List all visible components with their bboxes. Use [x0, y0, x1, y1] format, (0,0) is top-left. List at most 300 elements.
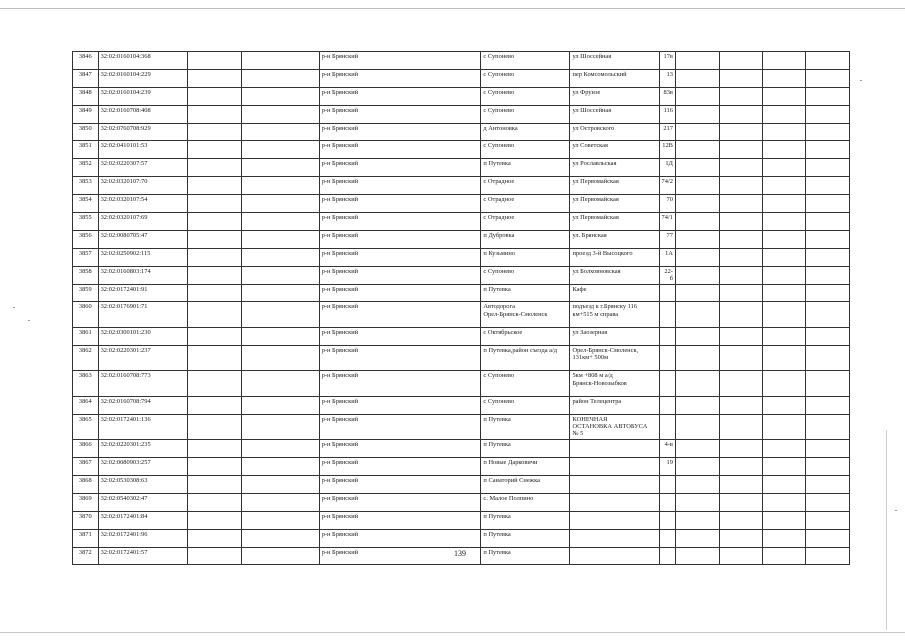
empty-cell	[719, 396, 762, 414]
empty-cell	[762, 476, 805, 494]
table-row	[73, 230, 850, 248]
empty-cell	[187, 105, 241, 123]
empty-cell	[241, 141, 319, 159]
empty-cell	[241, 266, 319, 284]
cadastral-number-cell: 32:02:0220301:237	[98, 345, 187, 371]
empty-cell	[187, 195, 241, 213]
empty-cell	[241, 493, 319, 511]
empty-cell	[719, 345, 762, 371]
empty-cell	[187, 266, 241, 284]
empty-cell	[805, 159, 849, 177]
house-cell	[659, 511, 675, 529]
district-cell: р-н Брянский	[319, 493, 481, 511]
empty-cell	[719, 371, 762, 397]
empty-cell	[675, 511, 719, 529]
empty-cell	[241, 396, 319, 414]
empty-cell	[805, 396, 849, 414]
row-number-cell: 3856	[73, 230, 99, 248]
empty-cell	[675, 345, 719, 371]
row-number-cell: 3863	[73, 371, 99, 397]
locality-cell: п Путевка,район съезда а/д	[481, 345, 570, 371]
empty-cell	[675, 458, 719, 476]
empty-cell	[675, 414, 719, 440]
table-row	[73, 123, 850, 141]
empty-cell	[675, 266, 719, 284]
locality-cell: п Путевка	[481, 159, 570, 177]
empty-cell	[675, 195, 719, 213]
empty-cell	[675, 284, 719, 302]
empty-cell	[719, 284, 762, 302]
district-cell: р-н Брянский	[319, 141, 481, 159]
empty-cell	[762, 105, 805, 123]
cadastral-number-cell: 32:02:0530308:63	[98, 476, 187, 494]
empty-cell	[187, 159, 241, 177]
house-cell: 13	[659, 69, 675, 87]
row-number-cell: 3849	[73, 105, 99, 123]
empty-cell	[675, 493, 719, 511]
locality-cell: с Супонево	[481, 371, 570, 397]
district-cell: р-н Брянский	[319, 266, 481, 284]
empty-cell	[241, 248, 319, 266]
empty-cell	[805, 105, 849, 123]
table-row	[73, 177, 850, 195]
empty-cell	[675, 123, 719, 141]
district-cell: р-н Брянский	[319, 230, 481, 248]
empty-cell	[187, 87, 241, 105]
district-cell: р-н Брянский	[319, 529, 481, 547]
street-cell	[570, 493, 659, 511]
locality-cell: с Отрадное	[481, 195, 570, 213]
table-row	[73, 476, 850, 494]
empty-cell	[805, 69, 849, 87]
cadastral-number-cell: 32:02:0300101:230	[98, 327, 187, 345]
street-cell: 5км +808 м а/д Брянск-Новозыбков	[570, 371, 659, 397]
empty-cell	[675, 159, 719, 177]
house-cell: 1А	[659, 248, 675, 266]
row-number-cell: 3846	[73, 52, 99, 70]
district-cell: р-н Брянский	[319, 440, 481, 458]
empty-cell	[241, 195, 319, 213]
empty-cell	[241, 69, 319, 87]
house-cell	[659, 476, 675, 494]
row-number-cell: 3857	[73, 248, 99, 266]
cadastral-number-cell: 32:02:0220307:57	[98, 159, 187, 177]
empty-cell	[762, 284, 805, 302]
street-cell	[570, 529, 659, 547]
locality-cell: п Новые Дарковичи	[481, 458, 570, 476]
empty-cell	[675, 141, 719, 159]
locality-cell: п Санаторий Снежка	[481, 476, 570, 494]
cadastral-number-cell: 32:02:0320107:69	[98, 213, 187, 231]
empty-cell	[241, 371, 319, 397]
empty-cell	[719, 69, 762, 87]
row-number-cell: 3847	[73, 69, 99, 87]
empty-cell	[241, 105, 319, 123]
empty-cell	[187, 440, 241, 458]
empty-cell	[762, 213, 805, 231]
empty-cell	[719, 458, 762, 476]
cadastral-number-cell: 32:02:0172401:57	[98, 547, 187, 565]
district-cell: р-н Брянский	[319, 345, 481, 371]
empty-cell	[187, 284, 241, 302]
district-cell: р-н Брянский	[319, 177, 481, 195]
cadastral-number-cell: 32:02:0172401:136	[98, 414, 187, 440]
locality-cell: п Путевка	[481, 547, 570, 565]
house-cell: 1Д	[659, 159, 675, 177]
row-number-cell: 3865	[73, 414, 99, 440]
empty-cell	[805, 529, 849, 547]
empty-cell	[719, 159, 762, 177]
row-number-cell: 3864	[73, 396, 99, 414]
empty-cell	[187, 396, 241, 414]
empty-cell	[805, 345, 849, 371]
street-cell: ул Советская	[570, 141, 659, 159]
street-cell	[570, 547, 659, 565]
empty-cell	[675, 396, 719, 414]
scan-speck	[860, 80, 862, 81]
street-cell	[570, 458, 659, 476]
empty-cell	[805, 248, 849, 266]
locality-cell: с Супонево	[481, 141, 570, 159]
table-row	[73, 195, 850, 213]
empty-cell	[675, 440, 719, 458]
cadastral-number-cell: 32:02:0080903:257	[98, 458, 187, 476]
cadastral-number-cell: 32:02:0320107:70	[98, 177, 187, 195]
house-cell: 4-в	[659, 440, 675, 458]
table-row	[73, 493, 850, 511]
empty-cell	[805, 52, 849, 70]
empty-cell	[719, 141, 762, 159]
row-number-cell: 3861	[73, 327, 99, 345]
empty-cell	[241, 511, 319, 529]
empty-cell	[719, 529, 762, 547]
empty-cell	[805, 141, 849, 159]
cadastral-number-cell: 32:02:0160104:239	[98, 87, 187, 105]
locality-cell: п Путевка	[481, 529, 570, 547]
table-row	[73, 87, 850, 105]
house-cell	[659, 284, 675, 302]
cadastral-number-cell: 32:02:0540302:47	[98, 493, 187, 511]
empty-cell	[187, 414, 241, 440]
empty-cell	[719, 230, 762, 248]
empty-cell	[805, 493, 849, 511]
district-cell: р-н Брянский	[319, 302, 481, 328]
empty-cell	[805, 440, 849, 458]
house-cell: 17в	[659, 52, 675, 70]
empty-cell	[187, 327, 241, 345]
empty-cell	[675, 213, 719, 231]
district-cell: р-н Брянский	[319, 105, 481, 123]
table-row	[73, 69, 850, 87]
cadastral-number-cell: 32:02:0250902:115	[98, 248, 187, 266]
street-cell: ул. Брянская	[570, 230, 659, 248]
empty-cell	[719, 213, 762, 231]
table-row	[73, 302, 850, 328]
locality-cell: с Отрадное	[481, 177, 570, 195]
house-cell: 83в	[659, 87, 675, 105]
district-cell: р-н Брянский	[319, 371, 481, 397]
street-cell	[570, 511, 659, 529]
table-row	[73, 141, 850, 159]
scan-edge-top	[0, 8, 905, 9]
empty-cell	[719, 52, 762, 70]
empty-cell	[187, 529, 241, 547]
cadastral-number-cell: 32:02:0220301:235	[98, 440, 187, 458]
cadastral-number-cell: 32:02:0160708:408	[98, 105, 187, 123]
empty-cell	[241, 547, 319, 565]
house-cell	[659, 493, 675, 511]
empty-cell	[675, 529, 719, 547]
empty-cell	[719, 414, 762, 440]
empty-cell	[187, 123, 241, 141]
empty-cell	[805, 87, 849, 105]
empty-cell	[762, 529, 805, 547]
empty-cell	[762, 248, 805, 266]
empty-cell	[241, 230, 319, 248]
district-cell: р-н Брянский	[319, 159, 481, 177]
empty-cell	[187, 141, 241, 159]
district-cell: р-н Брянский	[319, 195, 481, 213]
empty-cell	[187, 248, 241, 266]
locality-cell: д Антоновка	[481, 123, 570, 141]
locality-cell: Автодорога Орел-Брянск-Смоленск	[481, 302, 570, 328]
locality-cell: с Супонево	[481, 69, 570, 87]
empty-cell	[719, 105, 762, 123]
empty-cell	[805, 547, 849, 565]
row-number-cell: 3868	[73, 476, 99, 494]
empty-cell	[241, 476, 319, 494]
house-cell	[659, 396, 675, 414]
street-cell	[570, 476, 659, 494]
empty-cell	[187, 345, 241, 371]
empty-cell	[805, 213, 849, 231]
row-number-cell: 3866	[73, 440, 99, 458]
empty-cell	[675, 547, 719, 565]
street-cell: Орел-Брянск-Смоленск, 131км+ 500м	[570, 345, 659, 371]
empty-cell	[805, 327, 849, 345]
street-cell: ул Первомайская	[570, 177, 659, 195]
empty-cell	[762, 266, 805, 284]
house-cell: 74/2	[659, 177, 675, 195]
locality-cell: с Отрадное	[481, 213, 570, 231]
street-cell: Кафе	[570, 284, 659, 302]
empty-cell	[762, 230, 805, 248]
district-cell: р-н Брянский	[319, 284, 481, 302]
cadastral-number-cell: 32:02:0760708:929	[98, 123, 187, 141]
empty-cell	[762, 493, 805, 511]
empty-cell	[187, 230, 241, 248]
row-number-cell: 3860	[73, 302, 99, 328]
empty-cell	[675, 105, 719, 123]
table-row	[73, 284, 850, 302]
locality-cell: с Супонево	[481, 266, 570, 284]
district-cell: р-н Брянский	[319, 414, 481, 440]
house-cell: 77	[659, 230, 675, 248]
cadastral-number-cell: 32:02:0160708:794	[98, 396, 187, 414]
empty-cell	[762, 396, 805, 414]
empty-cell	[187, 476, 241, 494]
locality-cell: п Путевка	[481, 284, 570, 302]
table-row	[73, 248, 850, 266]
locality-cell: п Путевка	[481, 440, 570, 458]
locality-cell: п Кузьмино	[481, 248, 570, 266]
house-cell	[659, 371, 675, 397]
empty-cell	[719, 547, 762, 565]
empty-cell	[805, 123, 849, 141]
house-cell	[659, 547, 675, 565]
empty-cell	[762, 414, 805, 440]
house-cell	[659, 327, 675, 345]
row-number-cell: 3848	[73, 87, 99, 105]
locality-cell: с. Малое Полпино	[481, 493, 570, 511]
empty-cell	[241, 345, 319, 371]
empty-cell	[805, 284, 849, 302]
street-cell: ул Первомайская	[570, 195, 659, 213]
scan-edge-bottom	[0, 632, 905, 633]
empty-cell	[719, 493, 762, 511]
cadastral-number-cell: 32:02:0172401:84	[98, 511, 187, 529]
empty-cell	[805, 266, 849, 284]
empty-cell	[187, 177, 241, 195]
street-cell: подъезд к г.Брянску 116 км+515 м справа	[570, 302, 659, 328]
row-number-cell: 3869	[73, 493, 99, 511]
empty-cell	[187, 69, 241, 87]
district-cell: р-н Брянский	[319, 476, 481, 494]
cadastral-number-cell: 32:02:0160803:174	[98, 266, 187, 284]
empty-cell	[241, 458, 319, 476]
table-row	[73, 266, 850, 284]
house-cell	[659, 302, 675, 328]
row-number-cell: 3871	[73, 529, 99, 547]
street-cell: ул Островского	[570, 123, 659, 141]
empty-cell	[762, 458, 805, 476]
empty-cell	[805, 511, 849, 529]
locality-cell: п Путевка	[481, 511, 570, 529]
empty-cell	[762, 195, 805, 213]
empty-cell	[241, 284, 319, 302]
table-row	[73, 529, 850, 547]
row-number-cell: 3855	[73, 213, 99, 231]
empty-cell	[719, 476, 762, 494]
empty-cell	[719, 511, 762, 529]
table-row	[73, 327, 850, 345]
locality-cell: п Дубровка	[481, 230, 570, 248]
empty-cell	[675, 302, 719, 328]
empty-cell	[719, 302, 762, 328]
table-row	[73, 396, 850, 414]
table-row	[73, 159, 850, 177]
empty-cell	[675, 177, 719, 195]
empty-cell	[187, 511, 241, 529]
row-number-cell: 3854	[73, 195, 99, 213]
empty-cell	[241, 302, 319, 328]
empty-cell	[805, 302, 849, 328]
table-row	[73, 440, 850, 458]
empty-cell	[805, 476, 849, 494]
house-cell: 22-б	[659, 266, 675, 284]
empty-cell	[187, 547, 241, 565]
scan-speck	[28, 320, 30, 321]
empty-cell	[675, 52, 719, 70]
locality-cell: с Супонево	[481, 396, 570, 414]
empty-cell	[675, 87, 719, 105]
row-number-cell: 3851	[73, 141, 99, 159]
district-cell: р-н Брянский	[319, 547, 481, 565]
house-cell	[659, 529, 675, 547]
empty-cell	[719, 266, 762, 284]
empty-cell	[762, 123, 805, 141]
house-cell: 217	[659, 123, 675, 141]
empty-cell	[762, 69, 805, 87]
district-cell: р-н Брянский	[319, 327, 481, 345]
empty-cell	[762, 159, 805, 177]
table-row	[73, 414, 850, 440]
empty-cell	[241, 440, 319, 458]
row-number-cell: 3850	[73, 123, 99, 141]
empty-cell	[805, 177, 849, 195]
cadastral-number-cell: 32:02:0080705:47	[98, 230, 187, 248]
table-row	[73, 458, 850, 476]
district-cell: р-н Брянский	[319, 396, 481, 414]
empty-cell	[241, 159, 319, 177]
street-cell: ул Первомайская	[570, 213, 659, 231]
empty-cell	[675, 327, 719, 345]
empty-cell	[675, 476, 719, 494]
scan-edge-right	[886, 430, 887, 630]
empty-cell	[719, 177, 762, 195]
row-number-cell: 3872	[73, 547, 99, 565]
locality-cell: с Супонево	[481, 52, 570, 70]
row-number-cell: 3859	[73, 284, 99, 302]
cadastral-number-cell: 32:02:0176901:71	[98, 302, 187, 328]
table-row	[73, 511, 850, 529]
cadastral-number-cell: 32:02:0160104:368	[98, 52, 187, 70]
registry-table	[72, 51, 850, 565]
empty-cell	[719, 195, 762, 213]
empty-cell	[805, 458, 849, 476]
table-row	[73, 345, 850, 371]
district-cell: р-н Брянский	[319, 87, 481, 105]
cadastral-number-cell: 32:02:0160104:229	[98, 69, 187, 87]
empty-cell	[762, 141, 805, 159]
street-cell: ул Шоссейная	[570, 105, 659, 123]
cadastral-number-cell: 32:02:0172401:91	[98, 284, 187, 302]
empty-cell	[719, 123, 762, 141]
street-cell: район Телецентра	[570, 396, 659, 414]
house-cell	[659, 345, 675, 371]
empty-cell	[675, 230, 719, 248]
house-cell: 19	[659, 458, 675, 476]
cadastral-number-cell: 32:02:0172401:96	[98, 529, 187, 547]
empty-cell	[241, 414, 319, 440]
empty-cell	[187, 213, 241, 231]
empty-cell	[675, 69, 719, 87]
district-cell: р-н Брянский	[319, 511, 481, 529]
empty-cell	[762, 371, 805, 397]
empty-cell	[675, 371, 719, 397]
empty-cell	[719, 440, 762, 458]
district-cell: р-н Брянский	[319, 458, 481, 476]
street-cell: ул Болховновская	[570, 266, 659, 284]
table-row	[73, 213, 850, 231]
row-number-cell: 3870	[73, 511, 99, 529]
table-row	[73, 52, 850, 70]
district-cell: р-н Брянский	[319, 69, 481, 87]
row-number-cell: 3867	[73, 458, 99, 476]
empty-cell	[241, 213, 319, 231]
page-number: 139	[454, 549, 466, 558]
table-row	[73, 371, 850, 397]
